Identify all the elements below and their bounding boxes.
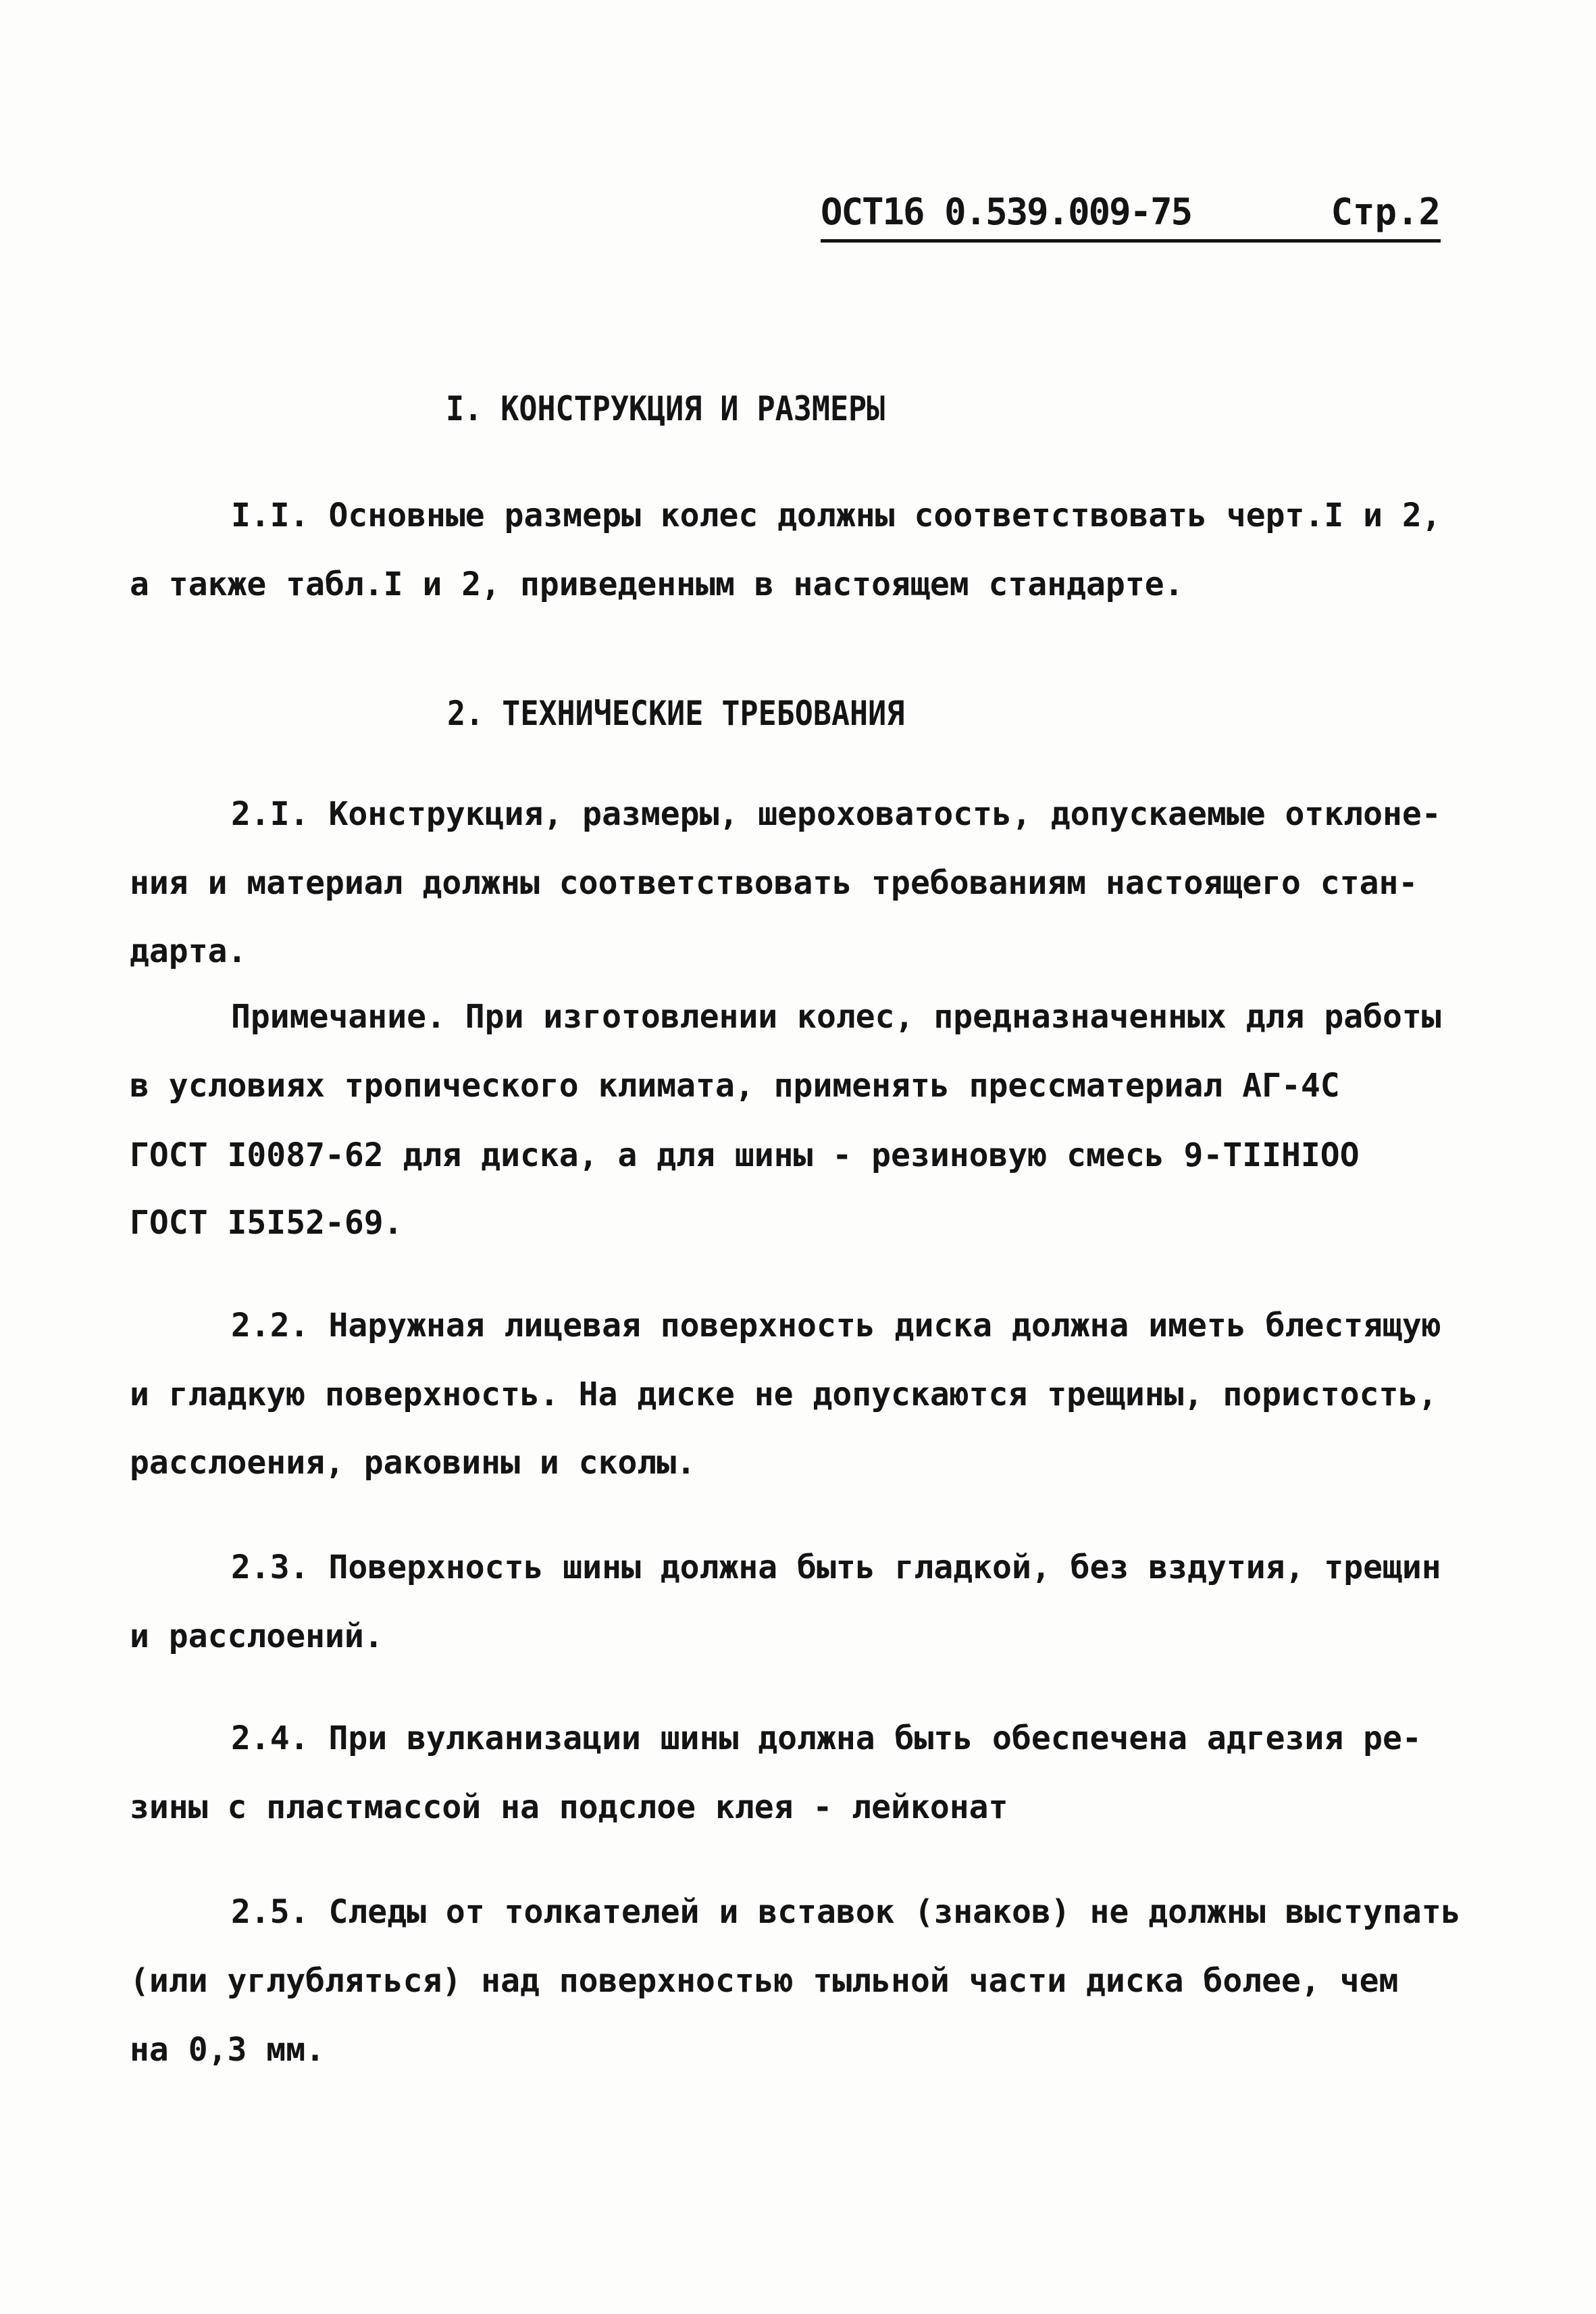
header-underline [821, 239, 1441, 243]
paragraph-2-2-line: расслоения, раковины и сколы. [130, 1444, 696, 1482]
paragraph-2-2-line: 2.2. Наружная лицевая поверхность диска должна иметь блестящую [231, 1307, 1441, 1344]
paragraph-2-2-line: и гладкую поверхность. На диске не допускаются трещины, пористость, [130, 1376, 1438, 1413]
note-line: Примечание. При изготовлении колес, предназначенных для работы [231, 998, 1441, 1036]
section-2-title: 2. ТЕХНИЧЕСКИЕ ТРЕБОВАНИЯ [447, 694, 905, 733]
paragraph-2-1-line: ния и материал должны соответствовать требованиям настоящего стан- [130, 864, 1418, 902]
section-1-title: I. КОНСТРУКЦИЯ И РАЗМЕРЫ [446, 389, 885, 428]
paragraph-2-4-line: 2.4. При вулканизации шины должна быть обеспечена адгезия ре- [231, 1719, 1422, 1757]
page-number: Стр.2 [1331, 191, 1441, 233]
paragraph-2-5-line: (или углубляться) над поверхностью тыльной части диска более, чем [130, 1962, 1399, 2000]
paragraph-1-1-line: а также табл.I и 2, приведенным в настоящем стандарте. [130, 565, 1184, 603]
note-line: в условиях тропического климата, применять пресcматериал АГ-4С [130, 1067, 1340, 1105]
page-header [821, 191, 1441, 249]
paragraph-2-1-line: дарта. [130, 932, 247, 970]
standard-code: ОСТ16 0.539.009-75 [821, 191, 1192, 233]
paragraph-2-1-line: 2.I. Конструкция, размеры, шероховатость, допускаемые отклоне- [231, 795, 1441, 833]
paragraph-1-1-line: I.I. Основные размеры колес должны соответствовать черт.I и 2, [231, 497, 1441, 534]
paragraph-2-3-line: 2.3. Поверхность шины должна быть гладкой, без вздутия, трещин [231, 1549, 1441, 1586]
paragraph-2-5-line: 2.5. Следы от толкателей и вставок (знаков) не должны выступать [231, 1893, 1461, 1931]
paragraph-2-4-line: зины с пластмассой на подслое клея - лейконат [130, 1788, 1008, 1826]
paragraph-2-3-line: и расслоений. [130, 1617, 384, 1655]
note-line: ГОСТ I5I52-69. [130, 1204, 403, 1242]
paragraph-2-5-line: на 0,3 мм. [130, 2031, 325, 2069]
note-line: ГОСТ I0087-62 для диска, а для шины - резиновую смесь 9-TIIHIOO [130, 1136, 1360, 1174]
